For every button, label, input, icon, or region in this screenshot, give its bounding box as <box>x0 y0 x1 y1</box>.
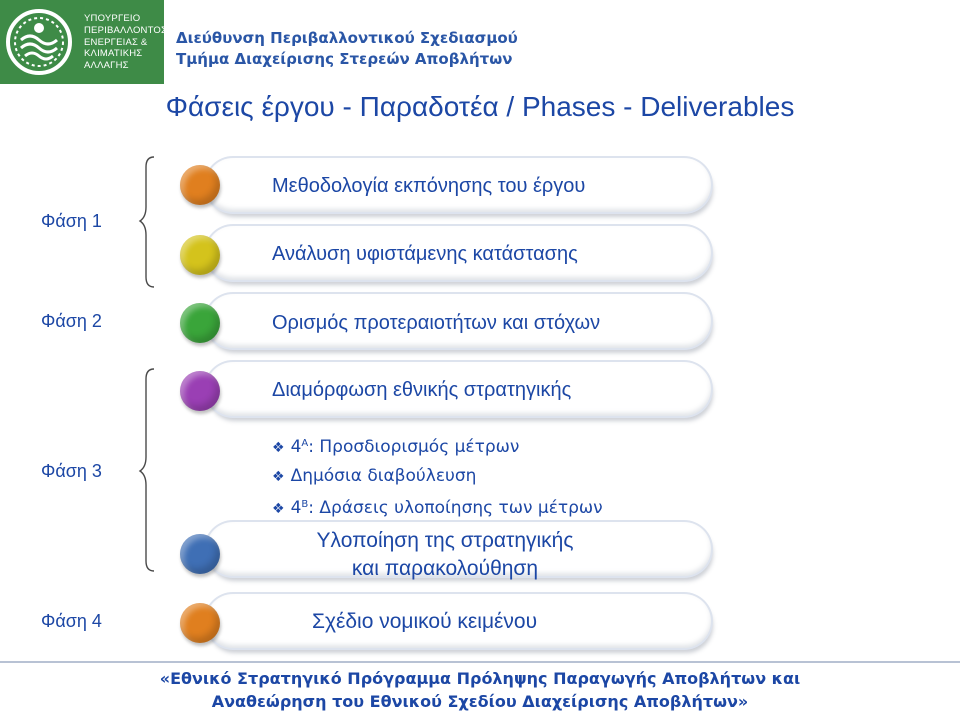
phase-label-1: Φάση 1 <box>41 211 102 231</box>
step-4-circle <box>180 371 220 411</box>
phase-label-2: Φάση 2 <box>41 311 102 331</box>
department-line-1: Διεύθυνση Περιβαλλοντικού Σχεδιασμού <box>176 29 518 47</box>
ministry-line: ΥΠΟΥΡΓΕΙΟ <box>84 13 141 24</box>
footer-line-1: «Εθνικό Στρατηγικό Πρόγραμμα Πρόληψης Παραγωγής Αποβλήτων και <box>159 669 801 688</box>
step-2-text: Ανάλυση υφιστάμενης κατάστασης <box>272 243 578 265</box>
ministry-line: ΚΛΙΜΑΤΙΚΗΣ <box>84 48 143 60</box>
step-5-text-line-1: Υλοποίηση της στρατηγικής <box>316 529 574 552</box>
department-line-2: Τμήμα Διαχείρισης Στερεών Αποβλήτων <box>176 50 513 68</box>
ministry-logo <box>0 0 168 84</box>
step-3-circle <box>180 303 220 343</box>
phase-label-3: Φάση 3 <box>41 461 102 481</box>
bullet-prefix: 4 <box>290 498 302 518</box>
bullet-superscript: Α <box>301 438 309 449</box>
ministry-line: ΑΛΛΑΓΗΣ <box>84 60 129 72</box>
header <box>0 0 960 86</box>
phase-braces <box>138 155 170 575</box>
bullet-4b <box>272 491 603 523</box>
bullet-text: : Δράσεις υλοποίησης των μέτρων <box>308 498 603 518</box>
diamond-bullet-icon: ❖ <box>272 440 285 456</box>
step-5-text <box>270 527 620 583</box>
phase-label-4: Φάση 4 <box>41 611 102 631</box>
footer-title <box>0 667 960 713</box>
step-2-circle <box>180 235 220 275</box>
step-1-circle <box>180 165 220 205</box>
phase-3-brace <box>140 369 154 571</box>
sun-wave-emblem-icon <box>3 6 75 78</box>
department-heading <box>176 28 518 70</box>
footer-line-2: Αναθεώρηση του Εθνικού Σχεδίου Διαχείρισης Αποβλήτων» <box>211 692 749 711</box>
page-title: Φάσεις έργου - Παραδοτέα / Phases - Deliverables <box>165 91 795 122</box>
ministry-name <box>84 13 167 72</box>
step-5-text-line-2: και παρακολούθηση <box>351 557 539 580</box>
step-1-text: Μεθοδολογία εκπόνησης του έργου <box>272 175 586 197</box>
bullet-superscript: Β <box>301 499 309 510</box>
ministry-line: ΠΕΡΙΒΑΛΛΟΝΤΟΣ <box>84 24 168 36</box>
bullet-4a <box>272 430 603 462</box>
footer-divider <box>0 661 960 663</box>
bullet-consultation <box>272 462 603 491</box>
bullet-prefix: 4 <box>290 437 302 457</box>
phase-1-brace <box>140 157 154 287</box>
diamond-bullet-icon: ❖ <box>272 501 285 517</box>
ministry-line: ΕΝΕΡΓΕΙΑΣ & <box>84 36 148 48</box>
bullet-text: Δημόσια διαβούλευση <box>290 466 477 486</box>
step-6-text: Σχέδιο νομικού κειμένου <box>312 610 538 633</box>
step-6-circle <box>180 603 220 643</box>
bullet-text: : Προσδιορισμός μέτρων <box>308 437 520 457</box>
step-4-bullets <box>272 430 603 523</box>
step-3-text: Ορισμός προτεραιοτήτων και στόχων <box>272 312 601 334</box>
diamond-bullet-icon: ❖ <box>272 469 285 485</box>
step-4-text: Διαμόρφωση εθνικής στρατηγικής <box>272 379 572 401</box>
step-5-circle <box>180 534 220 574</box>
